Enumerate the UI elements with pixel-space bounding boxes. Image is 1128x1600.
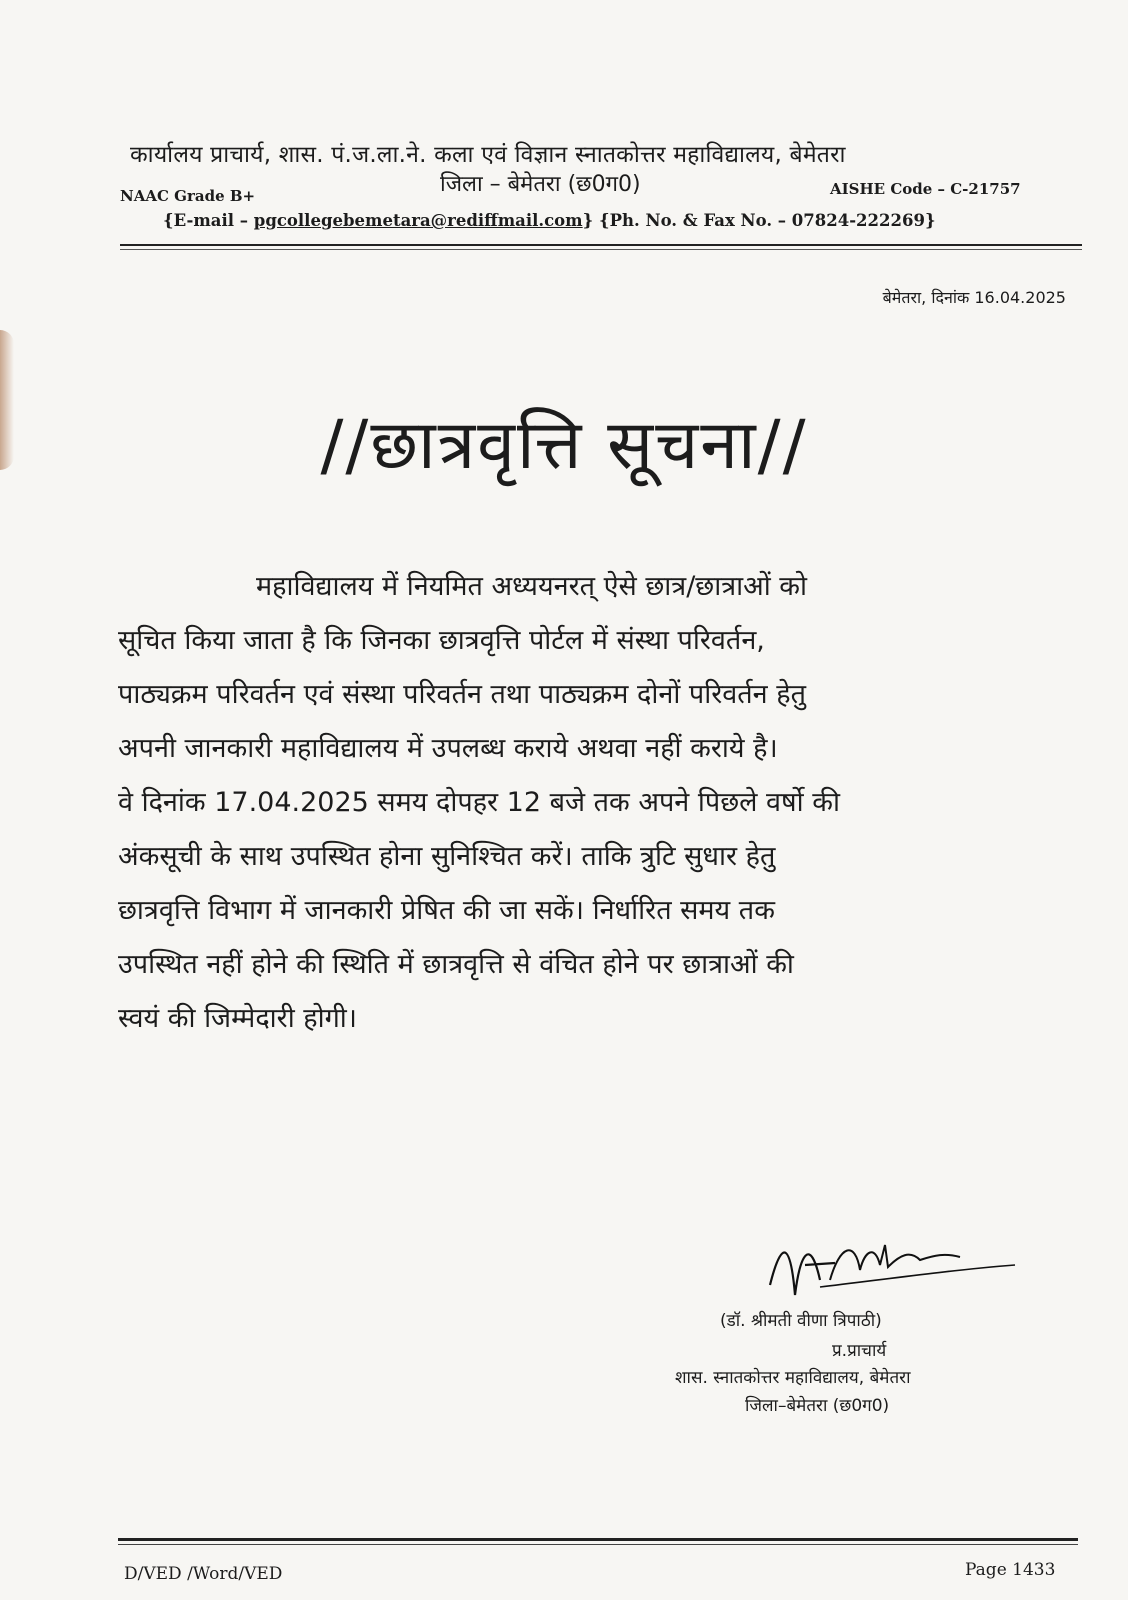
notice-title: //छात्रवृत्ति सूचना// — [320, 406, 808, 485]
header-rule-thin — [120, 249, 1082, 250]
email-link[interactable]: pgcollegebemetara@rediffmail.com — [253, 211, 583, 230]
notice-date: बेमेतरा, दिनांक 16.04.2025 — [882, 288, 1066, 307]
signatory-designation: प्र.प्राचार्य — [832, 1341, 887, 1361]
body-line: अपनी जानकारी महाविद्यालय में उपलब्ध कराये अथवा नहीं कराये है। — [118, 733, 778, 764]
body-line: सूचित किया जाता है कि जिनका छात्रवृत्ति पोर्टल में संस्था परिवर्तन, — [118, 625, 765, 656]
signature-mark — [760, 1225, 1020, 1315]
body-line: महाविद्यालय में नियमित अध्ययनरत् ऐसे छात्र/छात्राओं को — [256, 571, 808, 602]
office-heading: कार्यालय प्राचार्य, शास. पं.ज.ला.ने. कला एवं विज्ञान स्नातकोत्तर महाविद्यालय, बेमेतरा — [130, 142, 846, 168]
body-line: स्वयं की जिम्मेदारी होगी। — [118, 1003, 358, 1034]
contact-close: } {Ph. No. & Fax No. – 07824-222269} — [582, 211, 936, 230]
naac-grade: NAAC Grade B+ — [120, 187, 256, 205]
signatory-institution: शास. स्नातकोत्तर महाविद्यालय, बेमेतरा — [675, 1368, 911, 1388]
footer-file-ref: D/VED /Word/VED — [124, 1564, 283, 1584]
footer-rule-thin — [118, 1544, 1078, 1545]
signatory-district: जिला–बेमेतरा (छ0ग0) — [745, 1396, 890, 1416]
footer-rule — [118, 1538, 1078, 1541]
aishe-code: AISHE Code – C-21757 — [830, 180, 1021, 198]
signatory-name: (डॉ. श्रीमती वीणा त्रिपाठी) — [720, 1311, 882, 1331]
header-rule — [120, 244, 1082, 246]
footer-page-number: Page 1433 — [965, 1560, 1056, 1580]
notice-body — [118, 560, 1068, 1046]
body-line: वे दिनांक 17.04.2025 समय दोपहर 12 बजे तक अपने पिछले वर्षो की — [118, 787, 840, 818]
contact-open: {E-mail – — [163, 211, 254, 230]
body-line: अंकसूची के साथ उपस्थित होना सुनिश्चित करें। ताकि त्रुटि सुधार हेतु — [118, 841, 776, 872]
body-line: पाठ्यक्रम परिवर्तन एवं संस्था परिवर्तन तथा पाठ्यक्रम दोनों परिवर्तन हेतु — [118, 679, 806, 710]
district-heading: जिला – बेमेतरा (छ0ग0) — [440, 172, 641, 197]
body-line: उपस्थित नहीं होने की स्थिति में छात्रवृत्ति से वंचित होने पर छात्राओं की — [118, 949, 794, 980]
body-line: छात्रवृत्ति विभाग में जानकारी प्रेषित की जा सकें। निर्धारित समय तक — [118, 895, 775, 926]
contact-line — [163, 211, 936, 230]
